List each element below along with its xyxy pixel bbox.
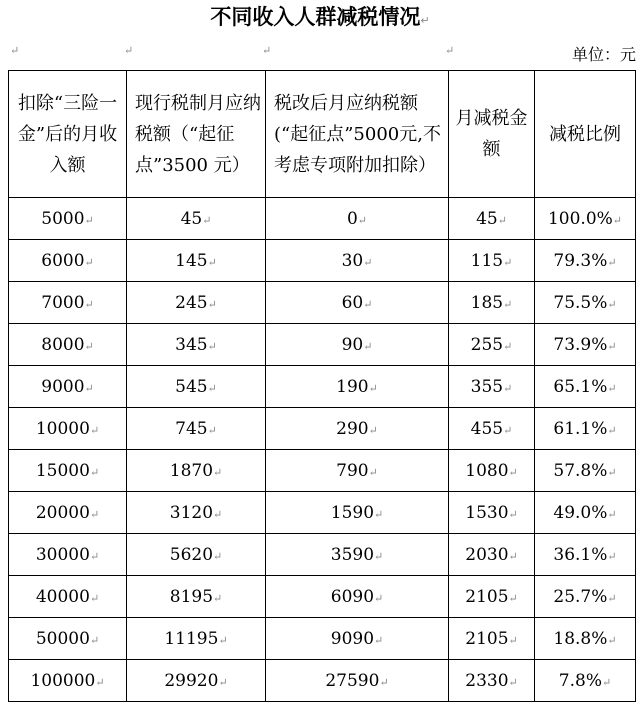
paragraph-mark-icon: ↵ <box>607 465 617 479</box>
paragraph-mark-icon: ↵ <box>84 297 94 311</box>
paragraph-mark-icon: ↵ <box>368 423 378 437</box>
paragraph-mark-icon: ↵ <box>89 507 100 521</box>
new-tax-cell: 790↵ <box>266 450 449 492</box>
header-reduction-ratio: 减税比例 <box>535 71 636 198</box>
paragraph-mark-icon: ↵ <box>374 549 384 563</box>
paragraph-mark-icon: ↵ <box>89 549 100 563</box>
new-tax-cell: 9090↵ <box>266 618 449 660</box>
table-header <box>9 71 636 198</box>
paragraph-mark-icon: ↵ <box>508 507 518 521</box>
paragraph-mark-icon: ↵ <box>207 297 217 311</box>
reduction-ratio-cell: 100.0%↵ <box>535 198 636 240</box>
reduction-amount-cell: 2105↵ <box>449 576 535 618</box>
paragraph-mark-icon: ↵ <box>607 297 617 311</box>
header-new-tax: 税改后月应纳税额(“起征点”5000元,不考虑专项附加扣除） <box>266 71 449 198</box>
new-tax-cell: 190↵ <box>266 366 449 408</box>
reduction-ratio-cell: 25.7%↵ <box>535 576 636 618</box>
reduction-ratio-cell: 36.1%↵ <box>535 534 636 576</box>
paragraph-mark-icon: ↵ <box>363 297 373 311</box>
paragraph-mark-icon: ↵ <box>84 255 94 269</box>
reduction-amount-cell: 45↵ <box>449 198 535 240</box>
current-tax-cell: 245↵ <box>127 282 266 324</box>
table-row <box>9 534 636 576</box>
income-cell: 20000↵ <box>9 492 127 534</box>
table-body <box>9 198 636 702</box>
paragraph-mark-icon: ↵ <box>508 633 518 647</box>
paragraph-mark-icon: ↵ <box>218 633 228 647</box>
paragraph-mark-icon: ↵ <box>503 255 513 269</box>
paragraph-mark-icon: ↵ <box>607 549 617 563</box>
paragraph-mark-icon: ↵ <box>508 465 518 479</box>
reduction-amount-cell: 2030↵ <box>449 534 535 576</box>
income-cell: 8000↵ <box>9 324 127 366</box>
reduction-amount-cell: 115↵ <box>449 240 535 282</box>
current-tax-cell: 145↵ <box>127 240 266 282</box>
paragraph-mark-icon: ↵ <box>213 465 223 479</box>
income-cell: 40000↵ <box>9 576 127 618</box>
paragraph-mark-icon: ↵ <box>379 675 389 689</box>
reduction-amount-cell: 1080↵ <box>449 450 535 492</box>
paragraph-mark-icon: ↵ <box>363 339 373 353</box>
new-tax-cell: 3590↵ <box>266 534 449 576</box>
reduction-amount-cell: 2330↵ <box>449 660 535 702</box>
paragraph-mark-icon: ↵ <box>84 213 94 227</box>
current-tax-cell: 545↵ <box>127 366 266 408</box>
new-tax-cell: 290↵ <box>266 408 449 450</box>
paragraph-mark-icon: ↵ <box>612 213 623 227</box>
paragraph-mark-icon: ↵ <box>497 213 507 227</box>
current-tax-cell: 3120↵ <box>127 492 266 534</box>
current-tax-cell: 5620↵ <box>127 534 266 576</box>
new-tax-cell: 60↵ <box>266 282 449 324</box>
reduction-amount-cell: 185↵ <box>449 282 535 324</box>
income-cell: 30000↵ <box>9 534 127 576</box>
table-header-row <box>9 71 636 198</box>
table-row <box>9 366 636 408</box>
paragraph-mark-icon: ↵ <box>607 381 617 395</box>
paragraph-mark-icon: ↵ <box>10 44 20 57</box>
reduction-amount-cell: 2105↵ <box>449 618 535 660</box>
new-tax-cell: 0↵ <box>266 198 449 240</box>
reduction-ratio-cell: 61.1%↵ <box>535 408 636 450</box>
new-tax-cell: 27590↵ <box>266 660 449 702</box>
income-cell: 6000↵ <box>9 240 127 282</box>
reduction-ratio-cell: 73.9%↵ <box>535 324 636 366</box>
paragraph-mark-icon: ↵ <box>503 297 513 311</box>
income-cell: 15000↵ <box>9 450 127 492</box>
reduction-ratio-cell: 49.0%↵ <box>535 492 636 534</box>
paragraph-mark-icon: ↵ <box>607 591 617 605</box>
paragraph-mark-icon: ↵ <box>368 381 378 395</box>
unit-label <box>572 44 636 66</box>
paragraph-mark-icon: ↵ <box>445 44 455 57</box>
income-cell: 50000↵ <box>9 618 127 660</box>
paragraph-mark-icon: ↵ <box>601 675 612 689</box>
table-row <box>9 492 636 534</box>
current-tax-cell: 29920↵ <box>127 660 266 702</box>
table-row <box>9 324 636 366</box>
paragraph-mark-icon: ↵ <box>607 423 617 437</box>
paragraph-mark-icon: ↵ <box>89 465 100 479</box>
paragraph-mark-icon: ↵ <box>607 633 617 647</box>
paragraph-mark-icon: ↵ <box>508 675 518 689</box>
income-cell: 7000↵ <box>9 282 127 324</box>
paragraph-mark-icon: ↵ <box>207 339 217 353</box>
paragraph-mark-icon: ↵ <box>607 339 617 353</box>
paragraph-mark-icon: ↵ <box>207 255 217 269</box>
document-title-text: 不同收入人群减税情况 <box>210 5 421 29</box>
paragraph-mark-icon: ↵ <box>508 549 518 563</box>
paragraph-mark-icon: ↵ <box>503 381 513 395</box>
reduction-amount-cell: 455↵ <box>449 408 535 450</box>
header-reduction-amount: 月减税金额 <box>449 71 535 198</box>
current-tax-cell: 345↵ <box>127 324 266 366</box>
current-tax-cell: 745↵ <box>127 408 266 450</box>
paragraph-mark-icon: ↵ <box>213 591 223 605</box>
table-row <box>9 198 636 240</box>
reduction-ratio-cell: 57.8%↵ <box>535 450 636 492</box>
paragraph-mark-icon: ↵ <box>89 633 100 647</box>
paragraph-mark-icon: ↵ <box>213 549 223 563</box>
paragraph-mark-icon: ↵ <box>503 423 513 437</box>
tax-reduction-table <box>8 70 636 702</box>
income-cell: 100000↵ <box>9 660 127 702</box>
reduction-ratio-cell: 18.8%↵ <box>535 618 636 660</box>
reduction-amount-cell: 355↵ <box>449 366 535 408</box>
table-row <box>9 660 636 702</box>
reduction-amount-cell: 255↵ <box>449 324 535 366</box>
paragraph-mark-icon: ↵ <box>95 675 105 689</box>
new-tax-cell: 6090↵ <box>266 576 449 618</box>
reduction-ratio-cell: 79.3%↵ <box>535 240 636 282</box>
paragraph-mark-icon: ↵ <box>124 44 134 57</box>
paragraph-mark-icon: ↵ <box>508 591 518 605</box>
table-row <box>9 450 636 492</box>
paragraph-mark-icon: ↵ <box>202 213 212 227</box>
paragraph-mark-icon: ↵ <box>262 44 272 57</box>
paragraph-mark-icon: ↵ <box>503 339 513 353</box>
paragraph-mark-icon: ↵ <box>363 255 373 269</box>
paragraph-mark-icon: ↵ <box>89 591 100 605</box>
new-tax-cell: 30↵ <box>266 240 449 282</box>
reduction-amount-cell: 1530↵ <box>449 492 535 534</box>
paragraph-mark-icon: ↵ <box>607 507 617 521</box>
paragraph-mark-icon: ↵ <box>374 591 384 605</box>
paragraph-mark-icon: ↵ <box>207 381 217 395</box>
paragraph-mark-icon: ↵ <box>374 633 384 647</box>
current-tax-cell: 45↵ <box>127 198 266 240</box>
paragraph-mark-icon: ↵ <box>89 423 100 437</box>
paragraph-mark-icon: ↵ <box>368 465 378 479</box>
current-tax-cell: 11195↵ <box>127 618 266 660</box>
unit-label-text: 单位：元 <box>571 45 636 64</box>
table-row <box>9 282 636 324</box>
current-tax-cell: 8195↵ <box>127 576 266 618</box>
paragraph-mark-icon: ↵ <box>607 255 617 269</box>
paragraph-mark-icon: ↵ <box>374 507 384 521</box>
income-cell: 9000↵ <box>9 366 127 408</box>
header-income: 扣除“三险一金”后的月收入额 <box>9 71 127 198</box>
income-cell: 10000↵ <box>9 408 127 450</box>
header-current-tax: 现行税制月应纳税额（“起征点”3500 元） <box>127 71 266 198</box>
paragraph-mark-icon: ↵ <box>420 14 430 27</box>
new-tax-cell: 1590↵ <box>266 492 449 534</box>
reduction-ratio-cell: 75.5%↵ <box>535 282 636 324</box>
paragraph-mark-icon: ↵ <box>213 507 223 521</box>
paragraph-mark-icon: ↵ <box>84 381 94 395</box>
table-row <box>9 240 636 282</box>
paragraph-mark-icon: ↵ <box>357 213 368 227</box>
paragraph-mark-icon: ↵ <box>207 423 217 437</box>
reduction-ratio-cell: 65.1%↵ <box>535 366 636 408</box>
table-row <box>9 576 636 618</box>
reduction-ratio-cell: 7.8%↵ <box>535 660 636 702</box>
paragraph-mark-icon: ↵ <box>218 675 228 689</box>
paragraph-mark-icon: ↵ <box>84 339 94 353</box>
table-row <box>9 618 636 660</box>
new-tax-cell: 90↵ <box>266 324 449 366</box>
table-row <box>9 408 636 450</box>
income-cell: 5000↵ <box>9 198 127 240</box>
current-tax-cell: 1870↵ <box>127 450 266 492</box>
document-title <box>0 4 640 34</box>
